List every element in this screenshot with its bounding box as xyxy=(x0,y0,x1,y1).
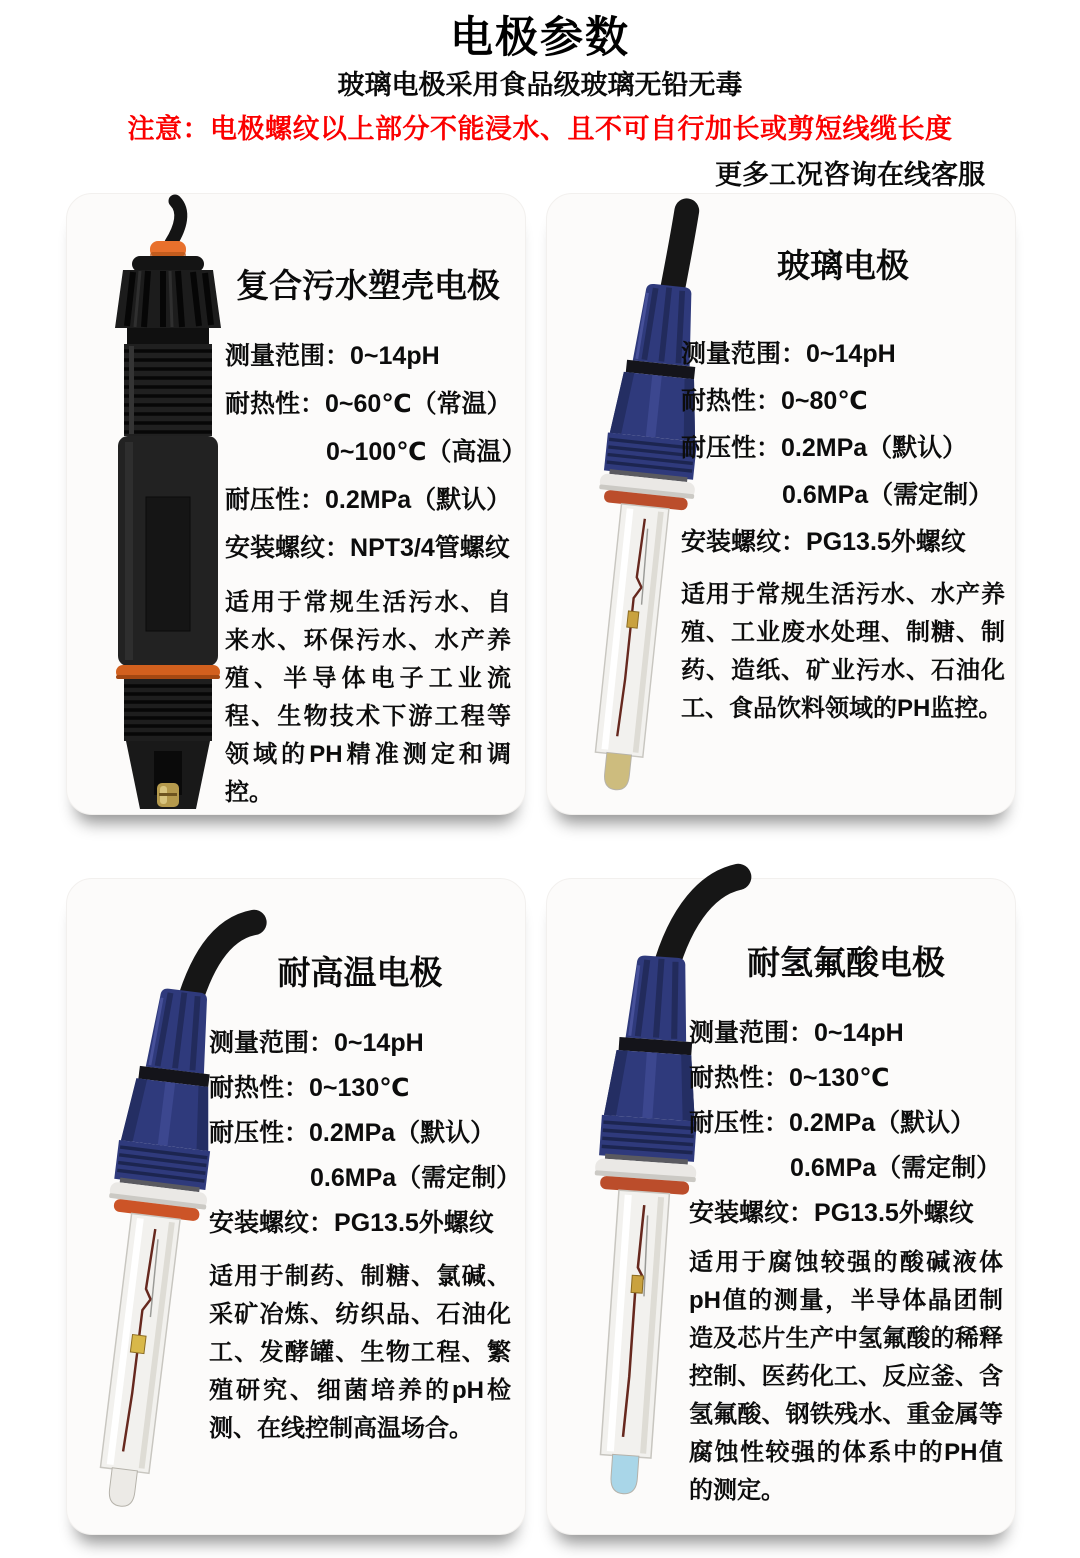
cap-crown xyxy=(132,256,204,272)
spec-label: 安装螺纹： xyxy=(225,534,351,562)
spec-value: 0.2MPa（默认） xyxy=(309,1119,496,1147)
product-description: 适用于常规生活污水、水产养殖、工业废水处理、制糖、制药、造纸、矿业污水、石油化工、食品饮料领域的PH监控。 xyxy=(681,581,1005,722)
product-title: 耐高温电极 xyxy=(277,954,443,991)
spec-label: 测量范围： xyxy=(681,340,807,368)
product-title: 耐氢氟酸电极 xyxy=(747,944,945,981)
spec-label: 安装螺纹： xyxy=(681,528,807,556)
product-info xyxy=(689,943,1003,1510)
page-title: 电极参数 xyxy=(450,14,630,62)
sensing-bulb xyxy=(610,1454,639,1494)
spec-row xyxy=(209,1111,511,1156)
spec-label: 安装螺纹： xyxy=(689,1199,815,1227)
plastic-ph-electrode-photo xyxy=(93,199,243,814)
spec-value: 0~14pH xyxy=(350,342,440,370)
gold-band xyxy=(130,1335,146,1354)
product-card-hf-resistant-electrode xyxy=(546,878,1016,1535)
spec-label: 耐热性： xyxy=(681,387,782,415)
product-description: 适用于常规生活污水、自来水、环保污水、水产养殖、半导体电子工业流程、生物技术下游工程等领域的PH精准测定和调控。 xyxy=(225,589,511,806)
spec-row xyxy=(225,476,511,524)
sensing-bulb xyxy=(603,752,631,791)
spec-value: PG13.5外螺纹 xyxy=(806,528,966,556)
spec-value: 0.6MPa（需定制） xyxy=(782,481,994,509)
spec-row xyxy=(209,1066,511,1111)
spec-row xyxy=(681,378,1005,425)
spec-value: 0~14pH xyxy=(814,1019,904,1047)
gold-band xyxy=(627,611,639,628)
thread-shine xyxy=(129,346,134,434)
spec-value: PG13.5外螺纹 xyxy=(334,1209,494,1237)
spec-value: 0~100℃（高温） xyxy=(326,438,527,466)
spec-row xyxy=(689,1056,1003,1101)
product-description: 适用于制药、制糖、氯碱、采矿冶炼、纺织品、石油化工、发酵罐、生物工程、繁殖研究、细菌培养的pH检测、在线控制高温场合。 xyxy=(209,1263,511,1442)
product-title: 玻璃电极 xyxy=(777,247,909,284)
spec-row xyxy=(209,1021,511,1066)
spec-row xyxy=(681,472,1005,519)
spec-row xyxy=(681,519,1005,566)
spec-label: 耐压性： xyxy=(225,486,326,514)
spec-value: PG13.5外螺纹 xyxy=(814,1199,974,1227)
spec-row xyxy=(225,380,511,428)
customer-service-note: 更多工况咨询在线客服 xyxy=(715,160,985,190)
spec-value: 0~14pH xyxy=(334,1029,424,1057)
spec-label: 耐热性： xyxy=(225,390,326,418)
product-card-glass-electrode xyxy=(546,193,1016,815)
sensing-bulb xyxy=(108,1468,138,1508)
cable xyxy=(171,201,181,243)
spec-row xyxy=(681,331,1005,378)
spec-row xyxy=(681,425,1005,472)
product-card-plastic-sewage-electrode xyxy=(66,193,526,815)
body-shine xyxy=(125,442,133,660)
spec-row xyxy=(225,428,527,476)
spec-row xyxy=(689,1011,1003,1056)
spec-label: 测量范围： xyxy=(225,342,351,370)
product-title: 复合污水塑壳电极 xyxy=(236,267,500,304)
product-info xyxy=(209,953,522,1448)
spec-row xyxy=(225,332,511,380)
spec-label: 耐压性： xyxy=(681,434,782,462)
label-window xyxy=(146,497,190,631)
product-info xyxy=(225,266,527,812)
product-info xyxy=(681,246,1005,728)
product-description: 适用于腐蚀较强的酸碱液体pH值的测量，半导体晶团制造及芯片生产中氢氟酸的稀释控制、医药化工、反应釜、含氢氟酸、钢铁残水、重金属等腐蚀性较强的体系中的PH值的测定。 xyxy=(689,1249,1003,1504)
lower-thread-ribs xyxy=(124,686,212,734)
spec-value: 0~130℃ xyxy=(309,1074,410,1102)
spec-label: 测量范围： xyxy=(209,1029,335,1057)
page-subtitle: 玻璃电极采用食品级玻璃无铅无毒 xyxy=(337,70,743,100)
spec-value: 0~60℃（常温） xyxy=(325,390,512,418)
spec-row xyxy=(689,1191,1003,1236)
spec-label: 耐热性： xyxy=(689,1064,790,1092)
spec-value: 0~80℃ xyxy=(781,387,868,415)
spec-value: 0.2MPa（默认） xyxy=(325,486,512,514)
spec-value: 0.2MPa（默认） xyxy=(781,434,968,462)
spec-label: 耐热性： xyxy=(209,1074,310,1102)
warning-note: 注意：电极螺纹以上部分不能浸水、且不可自行加长或剪短线缆长度 xyxy=(127,114,953,144)
gold-band xyxy=(631,1275,643,1293)
spec-label: 安装螺纹： xyxy=(209,1209,335,1237)
o-ring-shadow xyxy=(116,675,220,679)
product-card-high-temperature-electrode xyxy=(66,878,526,1535)
spec-value: 0.6MPa（需定制） xyxy=(310,1164,522,1192)
spec-label: 测量范围： xyxy=(689,1019,815,1047)
neck-ring xyxy=(127,328,209,344)
spec-value: 0.2MPa（默认） xyxy=(789,1109,976,1137)
spec-value: 0~14pH xyxy=(806,340,896,368)
spec-label: 耐压性： xyxy=(209,1119,310,1147)
spec-label: 耐压性： xyxy=(689,1109,790,1137)
spec-row xyxy=(209,1201,511,1246)
spec-row xyxy=(225,524,511,572)
spec-value: 0.6MPa（需定制） xyxy=(790,1154,1002,1182)
spec-value: 0~130℃ xyxy=(789,1064,890,1092)
spec-row xyxy=(209,1156,522,1201)
spec-value: NPT3/4管螺纹 xyxy=(350,534,510,562)
spec-row xyxy=(689,1146,1003,1191)
brass-slot xyxy=(159,793,177,796)
spec-row xyxy=(689,1101,1003,1146)
